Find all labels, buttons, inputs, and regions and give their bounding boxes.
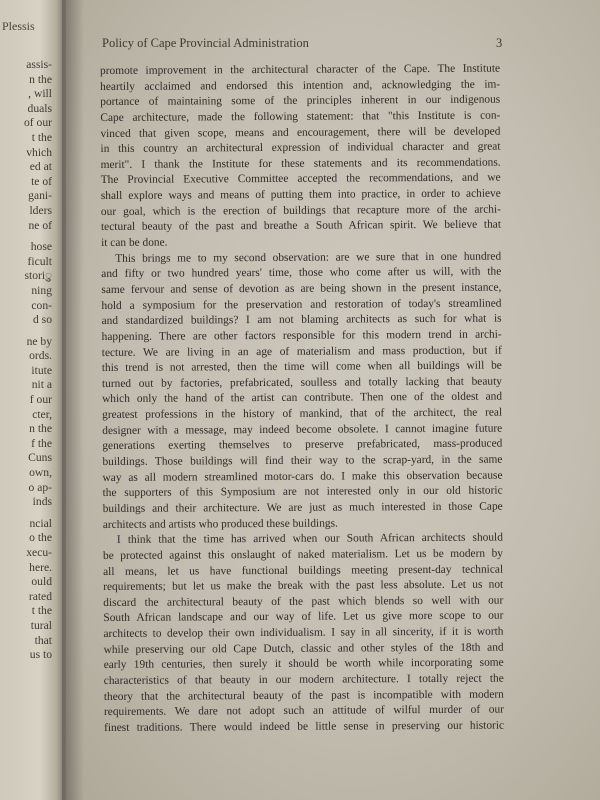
text-line: shall explore ways and means of putting them into practice, in order to achieve (100, 187, 501, 203)
left-page-line: nit a (31, 378, 52, 392)
left-page-line: n the (29, 422, 52, 436)
left-page-text (0, 58, 58, 663)
paragraph (101, 249, 503, 533)
left-page-line: assis- (26, 58, 52, 71)
text-line: portance of maintaining some of the principles inherent in our indigenous (100, 93, 501, 109)
text-line: characteristics of that beauty in our modern architecture. I totally reject the (103, 672, 504, 687)
left-page-line: rated (28, 589, 52, 603)
left-page-line: n the (29, 72, 52, 86)
text-line: greatest professions in the history of mankind, that of the architect, the real (102, 406, 503, 422)
text-line: tecture. We are living in an age of materialism and mass production, but if (101, 344, 502, 359)
left-page-line: d so (32, 313, 52, 327)
text-line: and fifty or two hundred years' time, those who come after us will, with the (101, 265, 502, 281)
left-page-line: that (34, 633, 52, 647)
left-page-line: own, (29, 466, 52, 480)
text-line: and standardized buildings? I am not blaming architects as such for what is (101, 312, 502, 328)
left-page-line: ncial (29, 516, 52, 530)
page-gutter-shadow (66, 0, 84, 800)
text-line: vinced that given scope, means and encouragement, there will be developed (100, 125, 501, 140)
left-page-line: of our (23, 116, 52, 130)
text-line: all means, let us have functional buildings meeting present-day technical (103, 563, 504, 578)
left-page-line (0, 233, 52, 240)
left-page-line: itute (31, 363, 52, 377)
text-line: theory that the architectural beauty of the past is incompatible with modern (103, 688, 504, 703)
left-page-line: us to (29, 648, 52, 662)
left-page-line: t the (31, 604, 52, 618)
text-line: our goal, which is the erection of buildings that recapture more of the archi- (100, 203, 501, 218)
running-head: Policy of Cape Provincial Administration (102, 36, 309, 50)
text-line: this trend is not arrested, then the time will come when all buildings will be (101, 359, 502, 375)
left-page-line: vhich (26, 145, 52, 159)
left-page-line: hose (30, 240, 52, 254)
text-line: This brings me to my second observation: are we sure that in one hundred (115, 250, 502, 265)
left-page-line: con- (31, 298, 52, 312)
left-page-line: inds (32, 495, 52, 509)
text-line: turned out by factories, prefabricated, soulless and totally lacking that beauty (101, 375, 502, 390)
text-line: Cape architecture, made the following statement: that "this Institute is con- (100, 109, 501, 124)
left-page-line: te of (31, 174, 52, 188)
text-line: buildings. Those buildings will find their way to the scrap-yard, in the same (102, 453, 503, 469)
left-page-line: f our (29, 393, 52, 407)
paragraph (103, 531, 504, 737)
text-line: buildings and their architecture. We are just as much interested in those Cape (102, 500, 503, 515)
text-line: The Provincial Executive Committee accepted the recommendations, and we (100, 172, 501, 187)
left-page-line: o the (29, 531, 52, 545)
left-page-line: here. (29, 560, 52, 574)
text-line: which only the hand of the artist can contribute. Then one of the oldest and (102, 391, 503, 406)
text-line: in this country an architectural expression of individual character and great (100, 140, 501, 156)
text-line: way as all modern streamlined motor-cars do. I make this observation because (102, 469, 503, 484)
left-page-line: t the (31, 130, 52, 144)
left-page-line: ords. (29, 349, 52, 363)
left-page-line: cter, (32, 407, 52, 421)
text-line: same fervour and sense of devotion as are being shown in the present instance, (101, 281, 502, 296)
body-text (100, 62, 504, 737)
text-line: happening. There are other factors responsible for this modern trend in archi- (101, 328, 502, 343)
left-page-line: o ap- (28, 480, 52, 494)
text-line: it can be done. (101, 236, 168, 250)
text-line: South African landscape and our way of life. Let us give more scope to our (103, 609, 504, 625)
text-line: while preserving our old Cape Dutch, classic and other styles of the 18th and (103, 641, 504, 656)
left-page-line: ne of (28, 218, 52, 232)
paragraph (100, 62, 501, 252)
left-page-line: ould (31, 575, 52, 589)
text-line: tectural beauty of the past and breathe a South African spirit. We believe that (100, 218, 502, 234)
text-line: early 19th centuries, then surely it should be worth while incorporating some (103, 656, 504, 672)
left-page-line: ning (31, 283, 52, 297)
left-page-line: tural (30, 618, 52, 632)
left-page-line (0, 510, 52, 517)
text-line: heartily acclaimed and endorsed this intention and, acknowledging the im- (100, 78, 501, 93)
left-page-line: f the (31, 436, 52, 450)
left-page-line: , will (28, 87, 52, 101)
left-page-edge (0, 0, 62, 800)
left-page-line: ed at (29, 160, 52, 174)
text-line: hold a symposium for the preservation and restoration of today's streamlined (101, 297, 502, 312)
text-line: generations exerting themselves to preserve prefabricated, mass-produced (102, 437, 503, 453)
left-page-line: lders (29, 203, 52, 217)
left-page-header: Plessis (2, 19, 35, 33)
text-line: architects and artists who produced these buildings. (102, 517, 338, 531)
text-line: discard the architectural beauty of the past which blends so well with our (103, 594, 504, 609)
text-line: be protected against this onslaught of naked materialism. Let us be modern by (102, 547, 504, 562)
text-line: I think that the time has arrived when our South African architects should (116, 531, 503, 547)
left-page-line: ne by (26, 334, 52, 348)
left-page-line: duals (27, 101, 52, 115)
text-line: requirements. We dare not adopt such an attitude of wilful murder of our (103, 703, 504, 719)
text-line: the supporters of this Symposium are not interested only in our old historic (102, 484, 503, 500)
left-page-line: gani- (28, 189, 52, 203)
left-page-line (0, 328, 52, 335)
text-line: designer with a message, may indeed become obsolete. I cannot imagine future (102, 422, 503, 437)
text-line: architects to develop their own individualism. I say in all sincerity, if it is worth (103, 625, 504, 641)
book-page (66, 0, 600, 800)
text-line: merit". I thank the Institute for these statements and its recommendations. (100, 156, 501, 171)
text-line: finest traditions. There would indeed be little sense in preserving our historic (104, 719, 505, 734)
left-page-line: ficult (27, 254, 52, 268)
left-page-line: xecu- (26, 546, 52, 559)
left-page-line: storiु (24, 269, 52, 283)
page-number: 3 (496, 36, 503, 50)
text-line: requirements; but let us make the break with the past less absolute. Let us not (103, 578, 504, 594)
left-page-line: Cuns (28, 451, 52, 465)
text-line: promote improvement in the architectural character of the Cape. The Institute (100, 62, 501, 77)
